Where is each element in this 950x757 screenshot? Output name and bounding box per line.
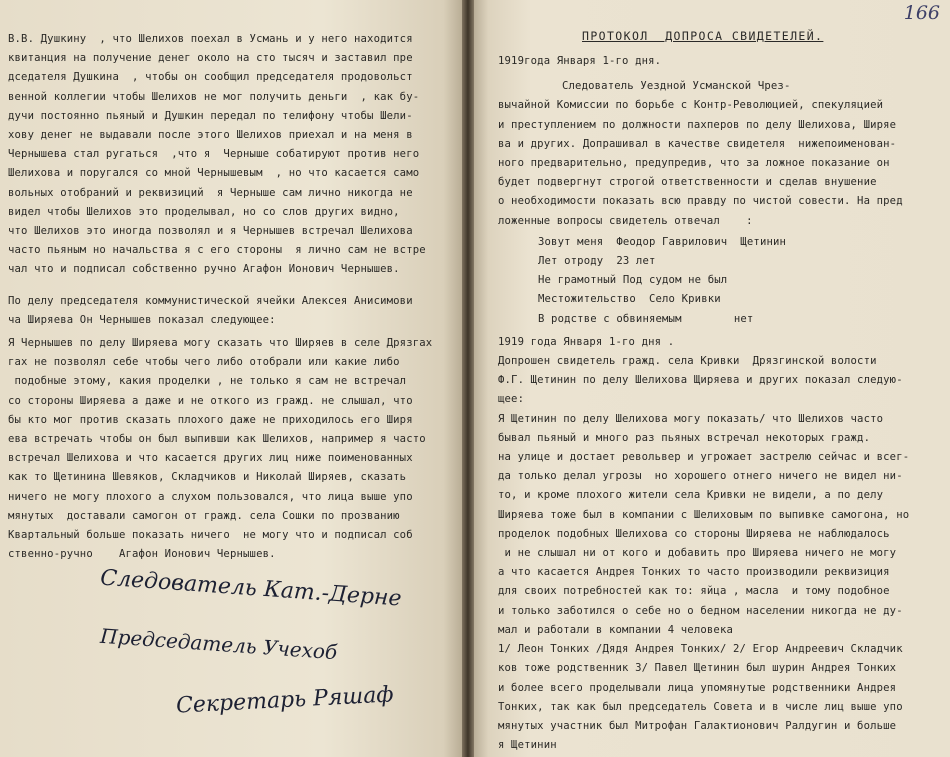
text-line: ственно-ручно Агафон Ионович Чернышев. [8,548,276,561]
text-line: 1/ Леон Тонких /Дядя Андрея Тонких/ 2/ Егор Андреевич Складчик [498,643,903,656]
witness-literacy: Не грамотный Под судом не был [538,274,728,287]
spacer [8,280,452,292]
text-line: я Щетинин [498,739,557,752]
text-line: проделок подобных Шелихова со стороны Ширяева не наблюдалось [498,527,890,540]
text-line: то, и кроме плохого жители села Кривки не видели, а по делу [498,489,884,502]
text-line: В.В. Душкину , что Шелихов поехал в Усмань и у него находится [8,33,413,45]
left-paragraph-3 [8,334,452,564]
text-line: ча Ширяева Он Чернышев показал следующее: [8,313,276,326]
text-line: а что касается Андрея Тонких то часто производили реквизиция [498,566,890,579]
witness-details [498,233,946,329]
text-line: мянутых доставали самогон от гражд. села Сошки по прозванию [8,509,400,522]
text-line: и не слышал ни от кого и добавить про Ширяева ничего не могу [498,547,897,560]
text-line: щее: [498,393,525,406]
text-line: подобные этому, какия проделки , не только я сам не встречал [8,375,407,388]
text-line: бы кто мог против сказать плохого даже не приходилось его Ширя [8,413,413,426]
text-line: венной коллегии чтобы Шелихов не мог получить деньги , как бу- [8,90,420,103]
text-line: Ширяева тоже был в компании с Шелиховым по выпивке самогона, но [498,508,910,521]
text-line: что Шелихов это иногда позволял и я Чернышев встречал Шелихова [8,225,413,238]
text-line: квитанция на получение денег около на сто тысяч и заставил пре [8,52,413,65]
witness-relation: В родстве с обвиняемым нет [538,312,754,325]
page-number: 166 [903,2,940,24]
text-line: о необходимости показать всю правду по чистой совести. На пред [498,195,903,208]
text-line: ков тоже родственник 3/ Павел Щетинин был шурин Андрея Тонких [498,662,897,675]
investigator-signature: Следователь Кат.-Дерне [99,565,403,612]
text-line: дседателя Душкина , чтобы он сообщил председателя продовольст [8,71,413,84]
text-line: да только делал угрозы но хорошего отнего ничего не видел ни- [498,470,903,483]
witness-name: Зовут меня Феодор Гаврилович Щетинин [538,235,787,248]
text-line: Я Чернышев по делу Ширяева могу сказать что Ширяев в селе Дрязгах [8,337,433,350]
chairman-signature: Председатель Учехоб [99,624,338,665]
testimony-body [498,333,946,755]
text-line: часто пьяным но начальства я с его стороны я лично сам не встре [8,244,426,257]
text-line: Тонких, так как был председатель Совета и в числе лиц выше упо [498,700,903,713]
text-line: для своих потребностей как то: яйца , масла и тому подобное [498,585,890,598]
text-line: Квартальный больше показать ничего не могу что и подписал соб [8,529,413,542]
left-page [0,0,462,757]
text-line: видел чтобы Шелихов это проделывал, но со слов других видно, [8,205,400,218]
text-line: гах не позволял себе чтобы чего либо отобрали или какие либо [8,356,400,369]
text-line: дучи постоянно пьяный и Душкин передал по телифону чтобы Шели- [8,109,413,122]
text-line: 1919 года Января 1-го дня . [498,335,675,348]
text-line: чал что и подписал собственно ручно Агафон Ионович Чернышев. [8,263,400,276]
text-line: Шелихова и поругался со мной Чернышевым , но что касается само [8,167,420,180]
text-line: мянутых участник был Митрофан Галактионович Ралдугин и больше [498,719,897,732]
text-line: Следователь Уездной Усманской Чрез- [562,80,791,93]
text-line: как то Щетинина Шевяков, Складчиков и Николай Ширяев, сказать [8,471,407,484]
left-body [8,30,452,280]
witness-age: Лет отроду 23 лет [538,255,656,268]
text-line: Чернышева стал ругаться ,что я Черныше собатируют против него [8,148,420,161]
intro-paragraph [498,77,946,231]
text-line: и только заботился о себе но о бедном населении никогда не ду- [498,604,903,617]
text-line: вычайной Комиссии по борьбе с Контр-Революцией, спекуляцией [498,99,884,112]
book-gutter [462,0,474,757]
text-line: Допрошен свидетель гражд. села Кривки Дрязгинской волости [498,355,877,368]
text-line: По делу председателя коммунистической ячейки Алексея Анисимови [8,294,413,307]
text-line: хову денег не выдавали после этого Шелихов приехал и на меня в [8,129,413,142]
text-line: и более всего проделывали лица упомянутые родственники Андрея [498,681,897,694]
text-line: ева встречать чтобы он был выпивши как Шелихов, например я часто [8,433,426,446]
text-line: будет подвергнут строгой ответственности и сделав внушение [498,176,877,189]
text-line: ложенные вопросы свидетель отвечал : [498,214,753,227]
text-line: Ф.Г. Щетинин по делу Шелихова Щиряева и других показал следую- [498,374,903,387]
text-line: ва и других. Допрашивал в качестве свидетеля нижепоименован- [498,137,897,150]
text-line: вольных отобраний и реквизиций я Черныше сам лично никогда не [8,186,413,199]
protocol-title: ПРОТОКОЛ ДОПРОСА СВИДЕТЕЛЕЙ. [582,29,824,43]
text-line: Я Щетинин по делу Шелихова могу показать/ что Шелихов часто [498,412,884,425]
text-line: встречал Шелихова и что касается других лиц ниже поименованных [8,452,413,465]
right-page [474,0,950,757]
text-line: бывал пьяный и много раз пьяных встречал некоторых гражд. [498,431,871,444]
text-line: ничего не могу плохого а слухом пользовался, что лица выше упо [8,490,413,503]
text-line: мал и работали в компании 4 человека [498,623,734,636]
left-paragraph-2 [8,292,452,330]
text-line: ного предварительно, предупредив, что за ложное показание он [498,157,890,170]
text-line: и преступлением по должности пахперов по делу Шелихова, Ширяе [498,118,897,131]
date-line: 1919года Января 1-го дня. [498,55,662,67]
text-line: со стороны Ширяева а даже и не откого из гражд. не слышал, что [8,394,413,407]
secretary-signature: Секретарь Ряшаф [175,682,395,720]
text-line: на улице и достает револьвер и угрожает застрелю сейчас и всег- [498,451,910,464]
signature-block [8,565,452,757]
witness-residence: Местожительство Село Кривки [538,293,721,306]
